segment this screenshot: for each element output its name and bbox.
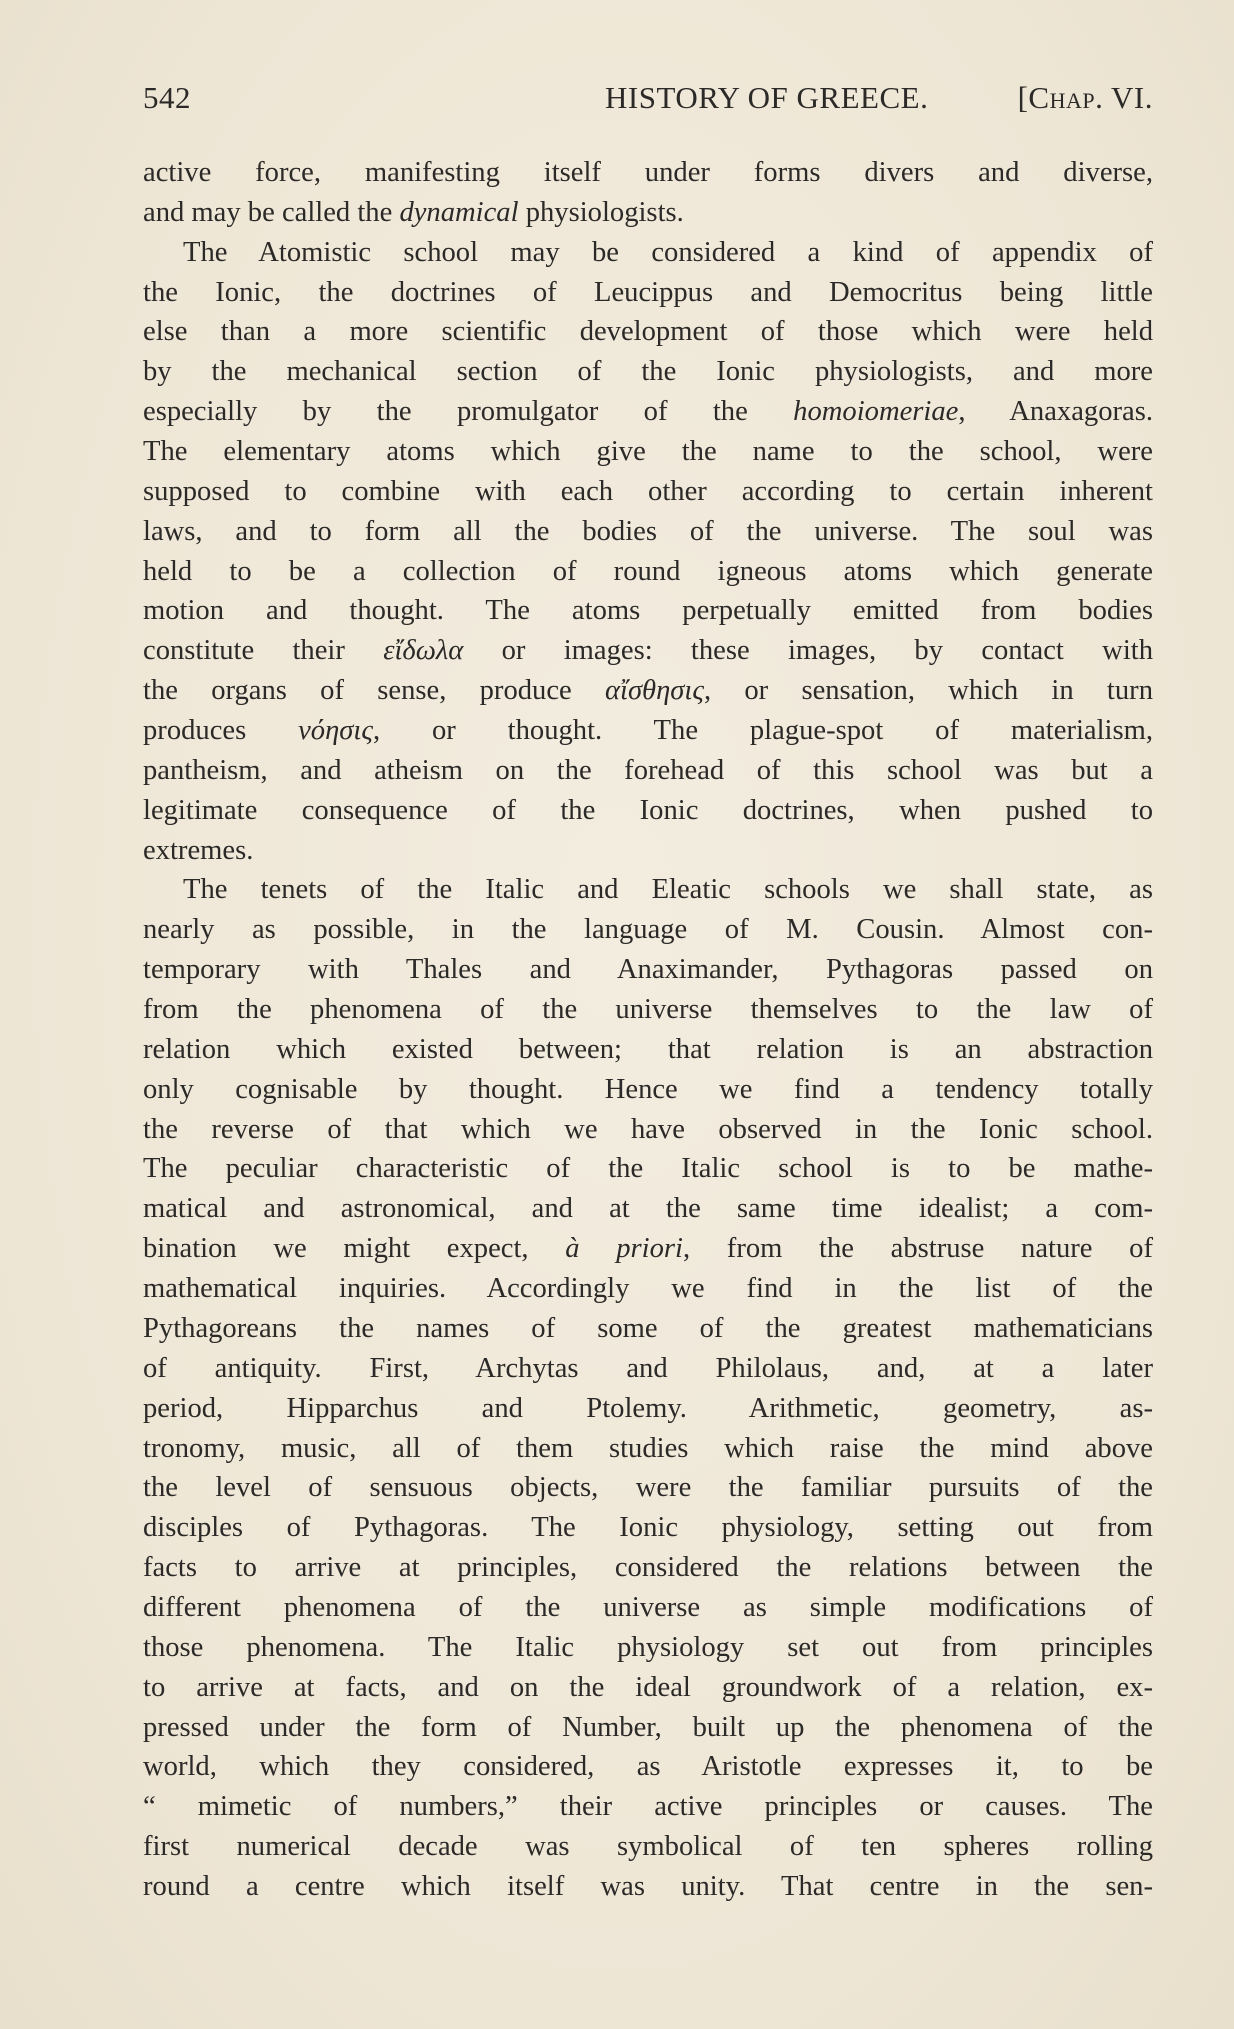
text-line: period, Hipparchus and Ptolemy. Arithmetic, geometry, as- [143,1392,1153,1424]
text-line: temporary with Thales and Anaximander, Pythagoras passed on [143,954,1153,986]
text-line: The tenets of the Italic and Eleatic schools we shall state, as [183,874,1153,906]
italic-term: νόησις [298,715,373,747]
italic-term: dynamical [399,196,519,228]
text-segment: , or sensation, which in turn [703,675,1153,707]
text-line: “ mimetic of numbers,” their active principles or causes. The [143,1791,1153,1823]
text-line: extremes. [143,834,254,866]
text-line: pantheism, and atheism on the forehead of this school was but a [143,754,1153,786]
text-line: disciples of Pythagoras. The Ionic physiology, setting out from [143,1512,1153,1544]
chapter-label: [Chap. VI. [1017,80,1153,115]
text-segment: and may be called the [143,196,400,228]
text-line: mathematical inquiries. Accordingly we find in the list of the [143,1273,1153,1305]
italic-term: εἴδωλα [383,635,464,667]
text-line: Pythagoreans the names of some of the greatest mathematicians [143,1312,1153,1344]
text-line: else than a more scientific development of those which were held [143,316,1153,348]
text-line: world, which they considered, as Aristotle expresses it, to be [143,1751,1153,1783]
text-line: the Ionic, the doctrines of Leucippus and Democritus being little [143,276,1153,308]
text-line [143,711,1153,751]
italic-term: homoiomeriae [793,396,959,428]
text-segment: produces [143,715,299,747]
text-line: the level of sensuous objects, were the familiar pursuits of the [143,1472,1153,1504]
text-segment: bination we might expect, [143,1233,566,1265]
text-line: active force, manifesting itself under forms divers and diverse, [143,157,1153,188]
text-line [143,1229,1153,1269]
text-line: legitimate consequence of the Ionic doctrines, when pushed to [143,794,1153,826]
text-line: held to be a collection of round igneous atoms which generate [143,555,1153,587]
text-line: those phenomena. The Italic physiology set out from principles [143,1631,1153,1663]
text-line [143,392,1153,432]
running-header [143,80,1153,130]
text-line [143,671,1153,711]
text-line: by the mechanical section of the Ionic physiologists, and more [143,356,1153,388]
text-line: to arrive at facts, and on the ideal groundwork of a relation, ex- [143,1671,1153,1703]
italic-term: αἴσθησις [605,675,704,707]
text-line: supposed to combine with each other according to certain inherent [143,475,1153,507]
text-line [143,193,1153,233]
text-segment: , from the abstruse nature of [682,1233,1153,1265]
text-segment: the organs of sense, produce [143,675,605,707]
text-line: from the phenomena of the universe themselves to the law of [143,994,1153,1026]
text-line: of antiquity. First, Archytas and Philolaus, and, at a later [143,1352,1153,1384]
text-line: tronomy, music, all of them studies which raise the mind above [143,1432,1153,1464]
text-line: facts to arrive at principles, considered the relations between the [143,1552,1153,1584]
text-segment: , Anaxagoras. [958,396,1153,428]
text-line: pressed under the form of Number, built up the phenomena of the [143,1711,1153,1743]
text-line: round a centre which itself was unity. That centre in the sen- [143,1870,1153,1902]
text-line: relation which existed between; that relation is an abstraction [143,1033,1153,1065]
text-line: the reverse of that which we have observed in the Ionic school. [143,1113,1153,1145]
text-segment: , or thought. The plague-spot of materialism, [372,715,1154,747]
text-line: only cognisable by thought. Hence we find a tendency totally [143,1073,1153,1105]
text-segment: or images: these images, by contact with [463,635,1154,667]
body-text [143,153,1153,1907]
text-line: different phenomena of the universe as simple modifications of [143,1591,1153,1623]
text-line: nearly as possible, in the language of M. Cousin. Almost con- [143,914,1153,946]
text-line: motion and thought. The atoms perpetually emitted from bodies [143,595,1153,627]
text-line: laws, and to form all the bodies of the universe. The soul was [143,515,1153,547]
text-segment: physiologists. [518,196,684,228]
text-line: The peculiar characteristic of the Italic school is to be mathe- [143,1153,1153,1185]
text-segment: constitute their [143,635,384,667]
running-title: HISTORY OF GREECE. [605,80,929,115]
text-line: first numerical decade was symbolical of ten spheres rolling [143,1831,1153,1863]
text-line: The elementary atoms which give the name to the school, were [143,436,1153,468]
text-line [143,631,1153,671]
page-number: 542 [143,80,191,115]
italic-term: à priori [565,1233,683,1265]
text-segment: especially by the promulgator of the [143,396,794,428]
text-line: matical and astronomical, and at the same time idealist; a com- [143,1193,1153,1225]
text-line: The Atomistic school may be considered a kind of appendix of [183,236,1153,268]
